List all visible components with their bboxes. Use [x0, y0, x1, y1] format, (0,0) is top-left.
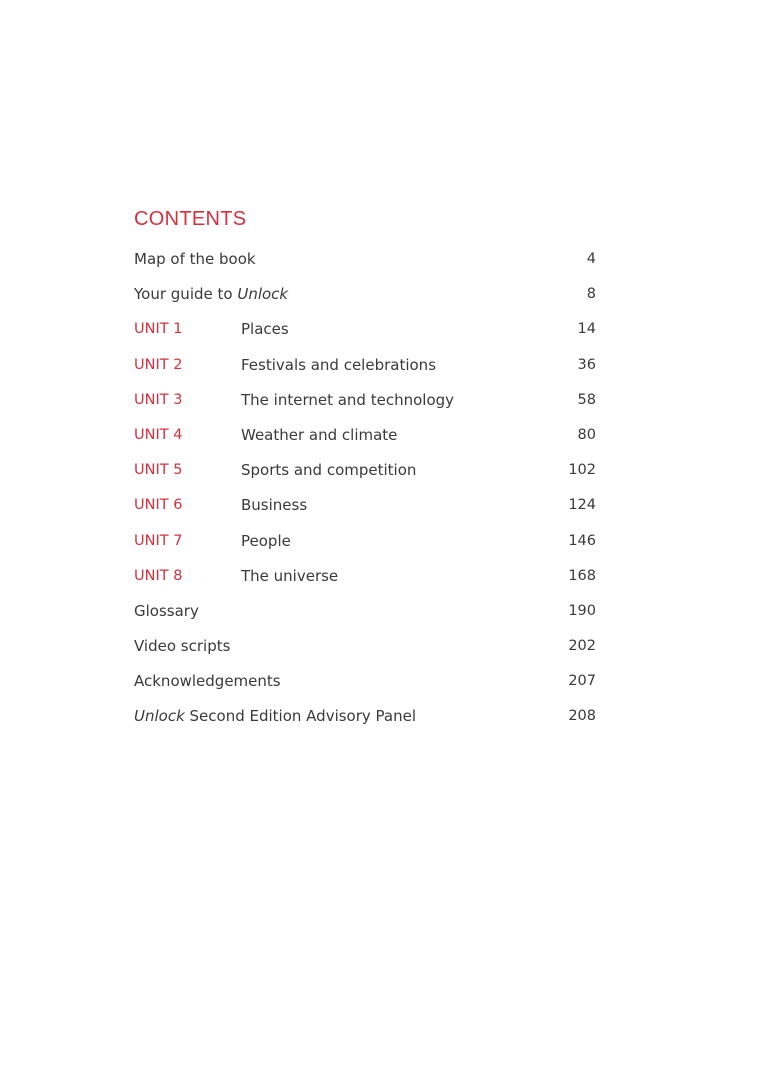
- unit-label: UNIT 7: [134, 532, 183, 549]
- toc-entry-unit-8: [134, 559, 596, 594]
- entry-page-number: 190: [568, 602, 596, 619]
- toc-entry-your-guide: [134, 277, 596, 312]
- entry-label: [134, 699, 416, 734]
- toc-entry-acknowledgements: [134, 664, 596, 699]
- entry-page-number: 208: [568, 708, 596, 725]
- entry-label: Map of the book: [134, 250, 256, 268]
- entry-label: Video scripts: [134, 637, 231, 656]
- unit-topic: Weather and climate: [241, 425, 398, 444]
- unit-label: UNIT 3: [134, 391, 183, 408]
- unit-label: UNIT 8: [134, 567, 183, 584]
- unit-label: UNIT 4: [134, 426, 183, 443]
- table-of-contents: [134, 206, 596, 735]
- entry-label-italic: Unlock: [134, 707, 185, 726]
- entry-page-number: 4: [586, 251, 596, 267]
- unit-topic: The universe: [241, 566, 339, 585]
- toc-entry-advisory-panel: [134, 699, 596, 734]
- toc-entry-unit-3: [134, 383, 596, 418]
- entry-page-number: 8: [586, 286, 596, 303]
- entry-page-number: 36: [577, 356, 596, 373]
- unit-label: UNIT 5: [134, 462, 183, 479]
- entry-label: Acknowledgements: [134, 672, 281, 691]
- toc-entry-glossary: [134, 594, 596, 629]
- toc-entry-unit-6: [134, 488, 596, 523]
- unit-topic: People: [241, 531, 291, 550]
- toc-entry-unit-1: [134, 312, 596, 347]
- entry-page-number: 124: [568, 497, 596, 514]
- entry-label-prefix: Your guide to: [134, 285, 238, 304]
- entry-page-number: 58: [577, 391, 596, 408]
- toc-entry-unit-5: [134, 453, 596, 488]
- entry-page-number: 102: [568, 462, 596, 479]
- toc-entry-unit-2: [134, 348, 596, 383]
- entry-page-number: 168: [568, 567, 596, 584]
- entry-label: [134, 277, 288, 312]
- unit-label: UNIT 1: [134, 321, 183, 338]
- toc-entry-map-of-the-book: [134, 242, 596, 277]
- entry-page-number: 202: [568, 638, 596, 655]
- unit-topic: Sports and competition: [241, 461, 417, 480]
- entry-page-number: 207: [568, 673, 596, 690]
- entry-label: Glossary: [134, 601, 199, 620]
- entry-page-number: 14: [577, 321, 596, 338]
- contents-heading: CONTENTS: [134, 208, 247, 230]
- toc-entry-video-scripts: [134, 629, 596, 664]
- toc-entry-unit-7: [134, 524, 596, 559]
- entry-label-suffix: Second Edition Advisory Panel: [184, 707, 417, 726]
- unit-topic: Places: [241, 320, 289, 339]
- unit-topic: The internet and technology: [241, 390, 455, 409]
- entry-page-number: 80: [577, 426, 596, 443]
- entry-page-number: 146: [568, 532, 596, 549]
- unit-label: UNIT 6: [134, 497, 183, 514]
- entry-label-italic: Unlock: [237, 285, 289, 304]
- unit-topic: Festivals and celebrations: [241, 355, 437, 374]
- unit-topic: Business: [241, 496, 308, 515]
- unit-label: UNIT 2: [134, 356, 183, 373]
- toc-entry-unit-4: [134, 418, 596, 453]
